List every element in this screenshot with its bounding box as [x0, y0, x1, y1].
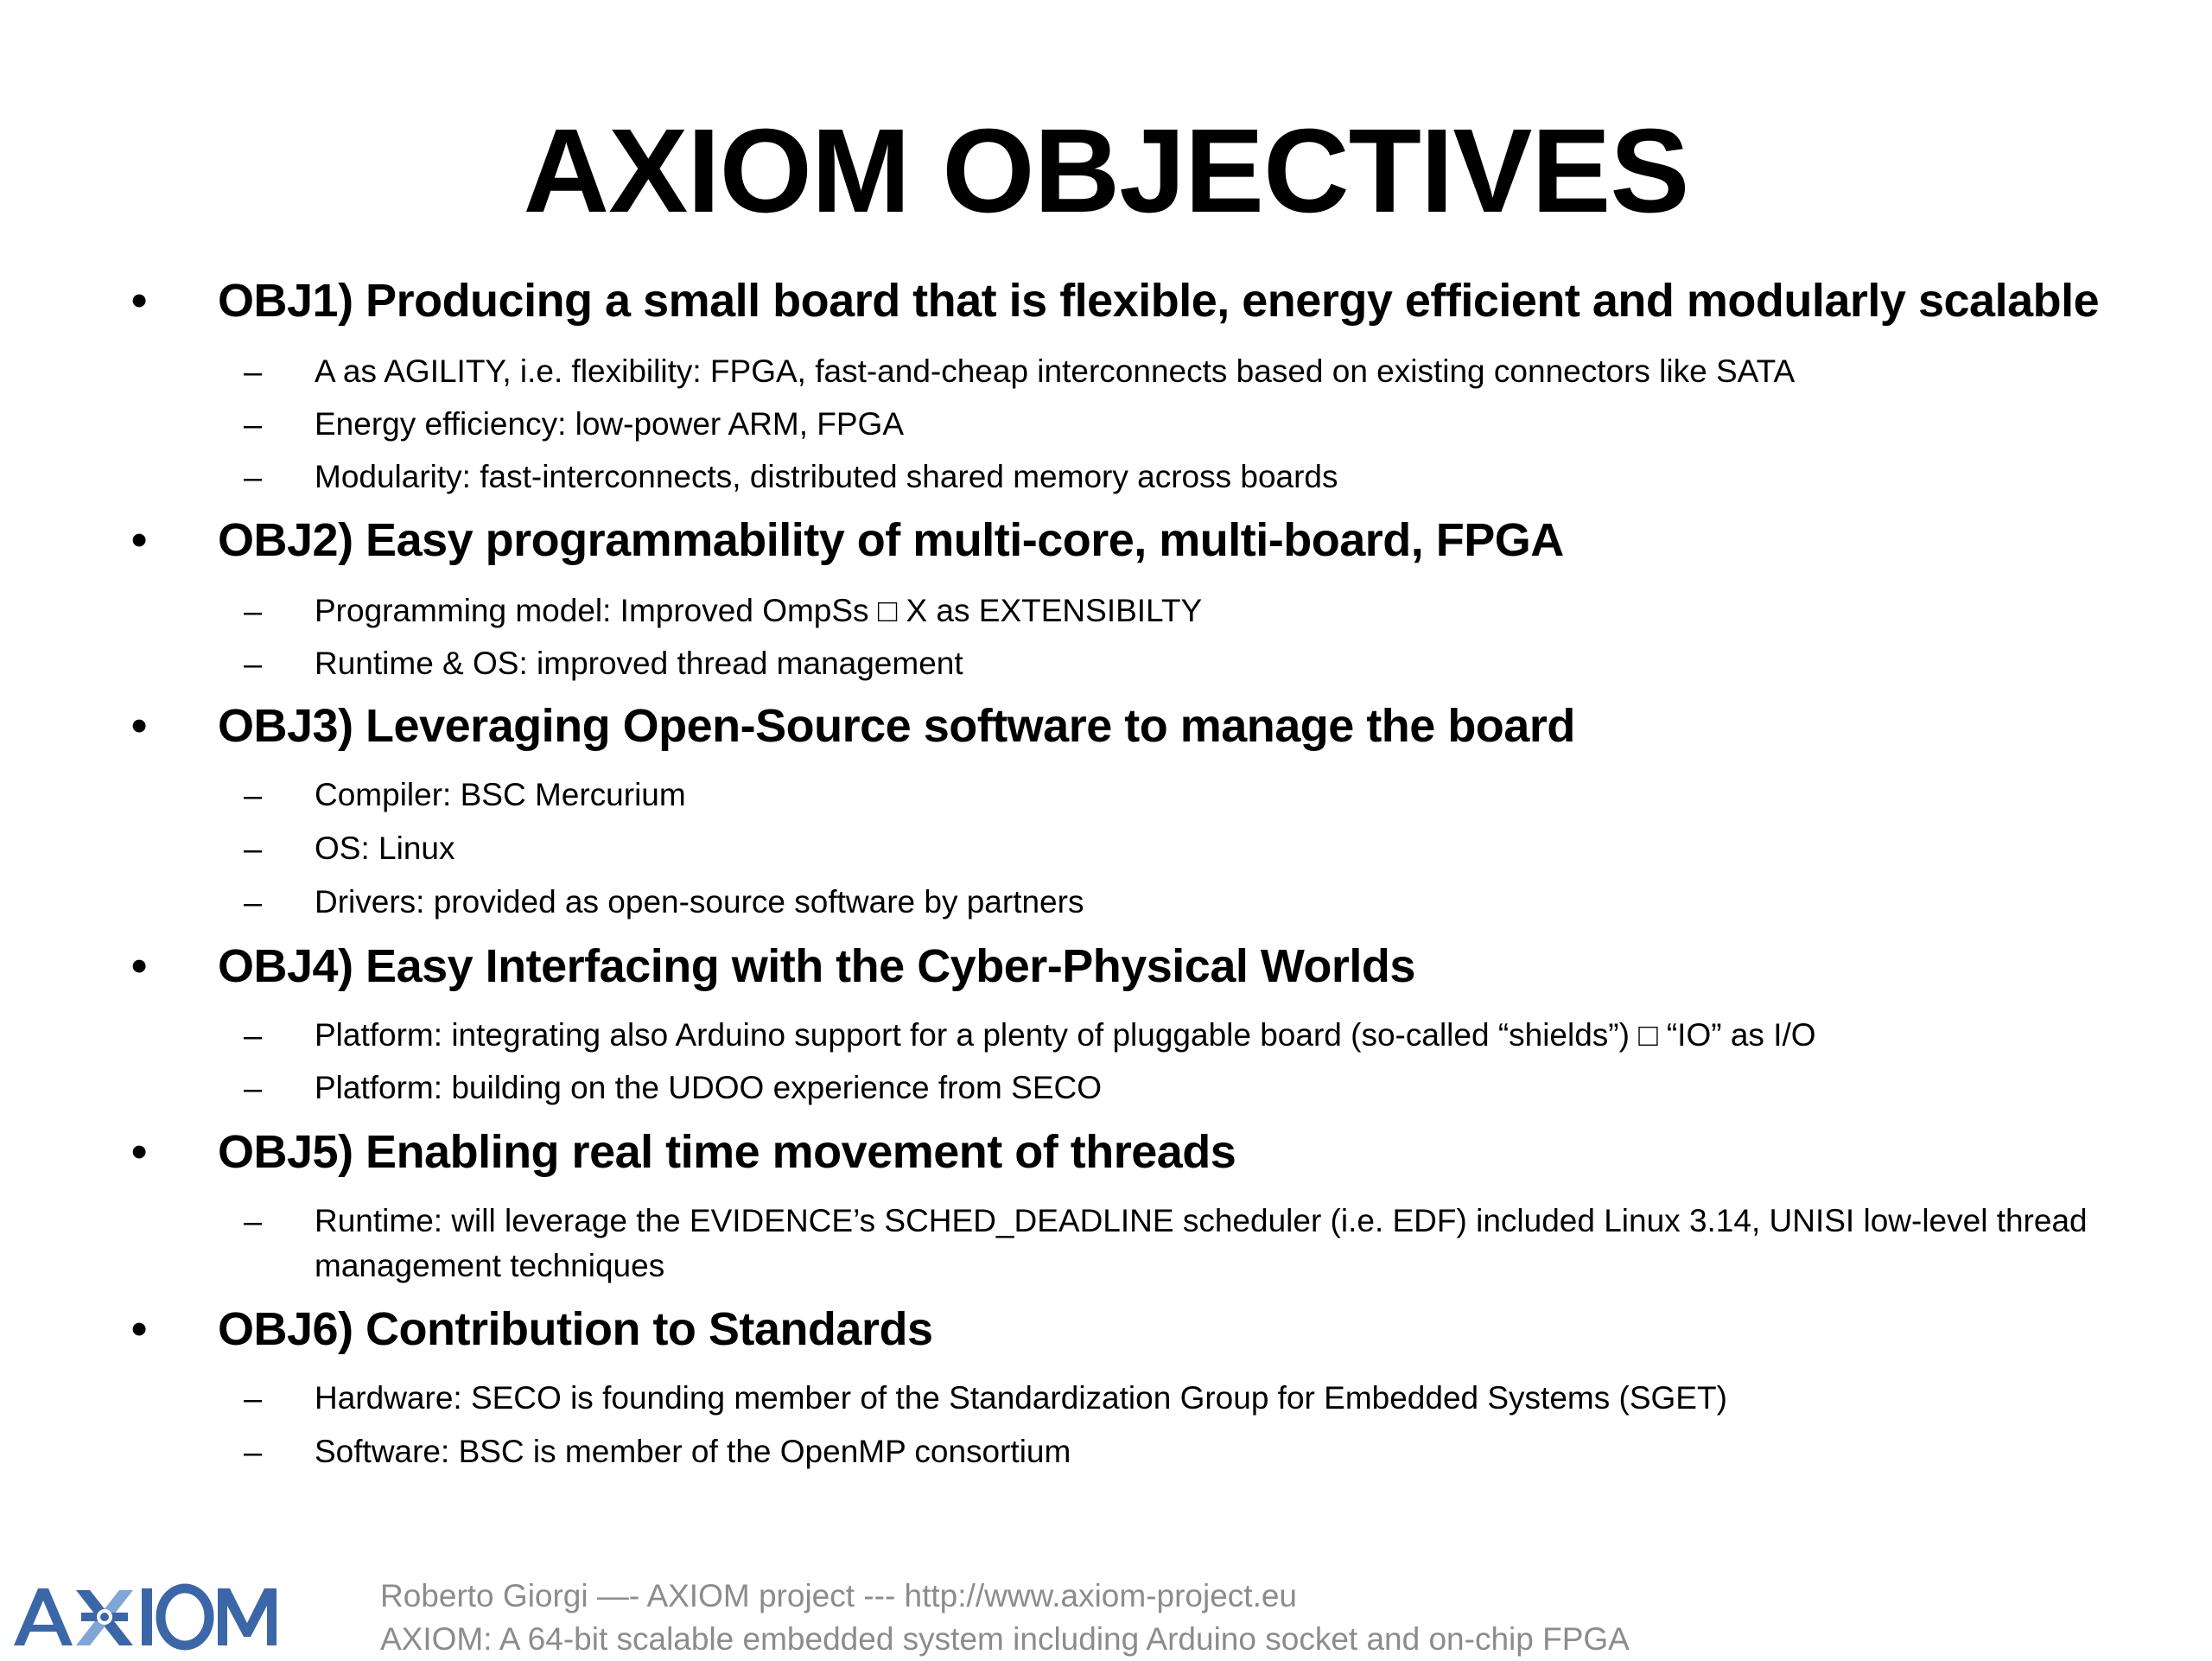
objective-2-heading-row — [0, 506, 2212, 575]
bullet-icon: • — [131, 941, 148, 991]
objective-4-item-2-text: Platform: building on the UDOO experience from SECO — [315, 1070, 1102, 1105]
slide-title: AXIOM OBJECTIVES — [523, 105, 1689, 238]
logo-x-mark — [76, 1590, 133, 1645]
objective-5-item-1-text: Runtime: will leverage the EVIDENCE’s SCHED_DEADLINE scheduler (i.e. EDF) included Linux 3.14, UNISI low-level thread management techniques — [315, 1203, 2088, 1283]
objective-4-item-2 — [0, 1066, 2212, 1112]
objective-6-item-2-text: Software: BSC is member of the OpenMP consortium — [315, 1434, 1071, 1469]
objective-4-item-1 — [0, 1013, 2212, 1060]
objective-1-item-3 — [0, 455, 2212, 501]
objective-1-item-2-text: Energy efficiency: low-power ARM, FPGA — [315, 406, 905, 442]
dash-icon: – — [244, 1071, 263, 1107]
dash-icon: – — [244, 1435, 263, 1471]
objective-3-item-3-text: Drivers: provided as open-source software by partners — [315, 884, 1084, 920]
axiom-logo-icon — [12, 1581, 280, 1651]
footer-line-2: AXIOM: A 64-bit scalable embedded system including Arduino socket and on-chip FPGA — [380, 1621, 1630, 1657]
objective-3-heading: OBJ3) Leveraging Open-Source software to manage the board — [218, 700, 1575, 752]
objective-3-item-1 — [0, 773, 2212, 819]
logo-letter-a — [14, 1588, 73, 1645]
objective-6-item-1-text: Hardware: SECO is founding member of the Standardization Group for Embedded Systems (SGET) — [315, 1380, 1727, 1416]
dash-icon: – — [244, 407, 263, 443]
objective-1-item-1 — [0, 349, 2212, 396]
footer-line-1: Roberto Giorgi —- AXIOM project --- http://www.axiom-project.eu — [380, 1578, 1298, 1613]
objective-5-heading-row — [0, 1117, 2212, 1187]
objective-2-item-2 — [0, 641, 2212, 688]
objective-2-item-2-text: Runtime & OS: improved thread management — [315, 646, 963, 681]
dash-icon: – — [244, 646, 263, 683]
objective-2-heading: OBJ2) Easy programmability of multi-core, multi-board, FPGA — [218, 514, 1564, 566]
footer — [380, 1575, 1630, 1661]
dash-icon: – — [244, 831, 263, 868]
objective-2-item-1 — [0, 589, 2212, 635]
dash-icon: – — [244, 1018, 263, 1054]
objective-5-heading: OBJ5) Enabling real time movement of threads — [218, 1126, 1236, 1178]
objective-4-heading-row — [0, 932, 2212, 1001]
dash-icon: – — [244, 594, 263, 630]
logo-letter-m — [218, 1588, 276, 1645]
objective-6-heading: OBJ6) Contribution to Standards — [218, 1303, 933, 1355]
dash-icon: – — [244, 1381, 263, 1417]
objective-4-heading: OBJ4) Easy Interfacing with the Cyber-Physical Worlds — [218, 940, 1415, 992]
logo-letter-o — [161, 1588, 209, 1645]
objective-1-item-1-text: A as AGILITY, i.e. flexibility: FPGA, fast-and-cheap interconnects based on existing connectors like SATA — [315, 353, 1796, 389]
objective-5-item-1 — [0, 1199, 2212, 1289]
dash-icon: – — [244, 778, 263, 814]
logo-letter-i — [142, 1588, 152, 1645]
bullet-icon: • — [131, 1127, 148, 1177]
objective-2-item-1-text: Programming model: Improved OmpSs □ X as EXTENSIBILTY — [315, 593, 1203, 628]
dash-icon: – — [244, 354, 263, 391]
objective-1-item-3-text: Modularity: fast-interconnects, distributed shared memory across boards — [315, 459, 1338, 494]
objective-3-item-2 — [0, 826, 2212, 873]
objective-1-heading: OBJ1) Producing a small board that is flexible, energy efficient and modularly scalable — [218, 275, 2100, 327]
objective-4-item-1-text: Platform: integrating also Arduino support for a plenty of pluggable board (so-called “shields”) □ “IO” as I/O — [315, 1017, 1816, 1053]
bullet-icon: • — [131, 701, 148, 751]
logo-a-bar — [29, 1625, 57, 1632]
objective-3-item-1-text: Compiler: BSC Mercurium — [315, 777, 686, 812]
dash-icon: – — [244, 460, 263, 496]
objective-6-heading-row — [0, 1295, 2212, 1364]
objective-3-heading-row — [0, 691, 2212, 760]
objective-3-item-3 — [0, 880, 2212, 926]
bullet-icon: • — [131, 276, 148, 326]
objective-1-item-2 — [0, 402, 2212, 449]
axiom-logo — [12, 1581, 280, 1651]
objective-1-heading-row — [0, 266, 2212, 335]
dash-icon: – — [244, 885, 263, 921]
objective-3-item-2-text: OS: Linux — [315, 830, 455, 866]
objective-6-item-1 — [0, 1376, 2212, 1422]
dash-icon: – — [244, 1204, 263, 1240]
bullet-icon: • — [131, 515, 148, 565]
objective-6-item-2 — [0, 1429, 2212, 1476]
bullet-icon: • — [131, 1304, 148, 1354]
